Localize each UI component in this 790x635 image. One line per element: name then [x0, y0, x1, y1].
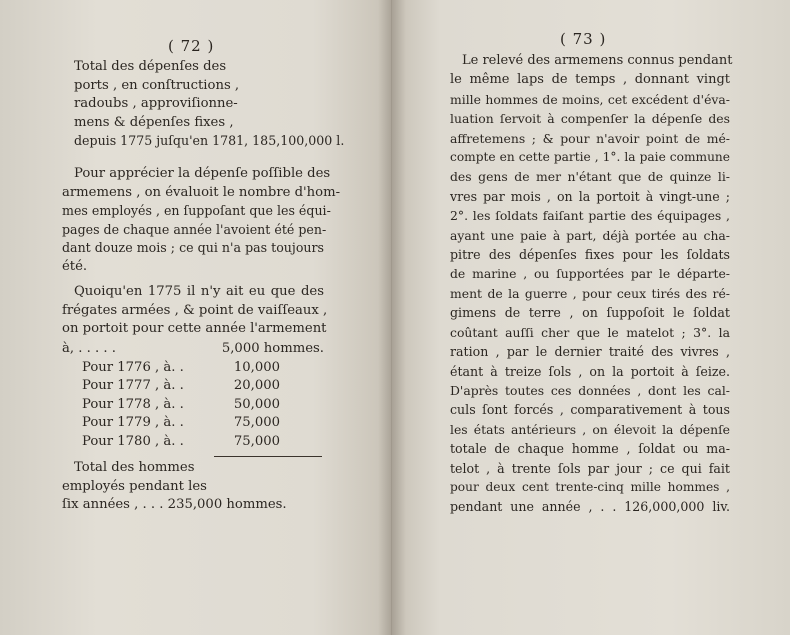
- text-line: de marine , ou ſupportées par le départe-: [450, 266, 730, 282]
- row-label: Pour 1780 , à. .: [82, 433, 184, 449]
- total-expenses-block: [74, 58, 345, 151]
- table-row: [82, 377, 280, 396]
- row-value: 75,000: [233, 415, 280, 431]
- text-line: étant à treize ſols , on la portoit à ſeize.: [450, 363, 730, 379]
- text-line: ſix années , . . . 235,000 hommes.: [62, 497, 287, 513]
- text-line: D'après toutes ces données , dont les cal-: [450, 382, 730, 398]
- table-row: [82, 433, 280, 452]
- text-line: pages de chaque année l'avoient été pen-: [62, 221, 327, 237]
- row-label: Pour 1779 , à. .: [82, 415, 184, 431]
- row-value: 10,000: [233, 359, 280, 375]
- text-line: Total des hommes: [74, 460, 195, 475]
- paragraph-evaluation: [62, 165, 341, 277]
- table-row: [62, 340, 324, 359]
- text-line: Total des dépenſes des: [74, 59, 227, 74]
- text-line: vres par mois , on la portoit à vingt-une ;: [450, 188, 730, 204]
- text-line: frégates armées , & point de vaiſſeaux ,: [62, 302, 328, 318]
- text-line: mes employés , en ſuppoſant que les équi-: [62, 203, 331, 219]
- row-value: 20,000: [233, 378, 280, 394]
- text-line: pour deux cent trente-cinq mille hommes ,: [450, 479, 730, 494]
- text-line: Le relevé des armemens connus pendant: [462, 53, 733, 68]
- text-line: depuis 1775 juſqu'en 1781, 185,100,000 l.: [74, 133, 345, 149]
- text-line: luation ſervoit à compenſer la dépenſe des: [450, 111, 730, 127]
- table-row: [82, 359, 280, 378]
- row-label: Pour 1778 , à. .: [82, 396, 184, 412]
- book-gutter: [378, 0, 406, 635]
- text-line: totale de chaque homme , ſoldat ou ma-: [450, 441, 730, 457]
- text-line: pendant une année , . . 126,000,000 liv.: [450, 499, 730, 515]
- text-line: dant douze mois ; ce qui n'a pas toujours: [62, 240, 324, 256]
- text-line: ration , par le dernier traité des vivres ,: [450, 344, 730, 360]
- total-men-block: [62, 459, 328, 515]
- armament-table: [62, 340, 324, 452]
- table-row: [82, 414, 280, 433]
- text-line: compte en cette partie , 1°. la paie commune: [450, 150, 730, 165]
- row-value: 50,000: [233, 396, 280, 412]
- text-line: Quoiqu'en 1775 il n'y ait eu que des: [74, 284, 324, 299]
- text-line: été.: [62, 258, 88, 274]
- text-line: on portoit pour cette année l'armement: [62, 321, 327, 337]
- text-line: ports , en conſtructions ,: [74, 77, 240, 93]
- row-label: à, . . . . .: [62, 341, 116, 356]
- text-line: armemens , on évaluoit le nombre d'hom-: [62, 184, 341, 200]
- row-label: Pour 1777 , à. .: [82, 378, 184, 394]
- text-line: coûtant auſſi cher que le matelot ; 3°. la: [450, 324, 730, 340]
- text-line: le même laps de temps , donnant vingt: [450, 72, 730, 88]
- text-line: affretemens ; & pour n'avoir point de mé-: [450, 130, 730, 146]
- text-line: employés pendant les: [62, 478, 207, 494]
- paragraph-armament: [62, 283, 328, 339]
- left-page-number: ( 72 ): [168, 37, 215, 55]
- text-line: les états antérieurs , on élevoit la dépenſe: [450, 421, 730, 437]
- row-value: 5,000 hommes.: [221, 341, 324, 356]
- text-line: telot , à trente ſols par jour ; ce qui fait: [450, 460, 730, 476]
- table-row: [82, 396, 280, 415]
- text-line: des gens de mer n'étant que de quinze li-: [450, 169, 730, 185]
- text-line: ment de la guerre , pour ceux tirés des ré-: [450, 285, 730, 301]
- sum-rule: [214, 456, 322, 457]
- text-line: mille hommes de moins, cet excédent d'éva-: [450, 91, 730, 107]
- right-page-body: [450, 51, 733, 517]
- text-line: radoubs , approviſionne-: [74, 96, 238, 112]
- right-page-number: ( 73 ): [560, 30, 607, 48]
- text-line: Pour apprécier la dépenſe poſſible des: [74, 166, 331, 181]
- row-value: 75,000: [233, 433, 280, 449]
- text-line: pitre des dépenſes fixes pour les ſoldats: [450, 247, 730, 263]
- text-line: mens & dépenſes fixes ,: [74, 114, 234, 130]
- text-line: culs ſont forcés , comparativement à tous: [450, 402, 730, 418]
- text-line: 2°. les ſoldats faiſant partie des équipages ,: [450, 208, 730, 224]
- text-line: ayant une paie à part, déjà portée au cha-: [450, 227, 730, 243]
- text-line: gimens de terre , on ſuppoſoit le ſoldat: [450, 305, 730, 321]
- row-label: Pour 1776 , à. .: [82, 359, 184, 375]
